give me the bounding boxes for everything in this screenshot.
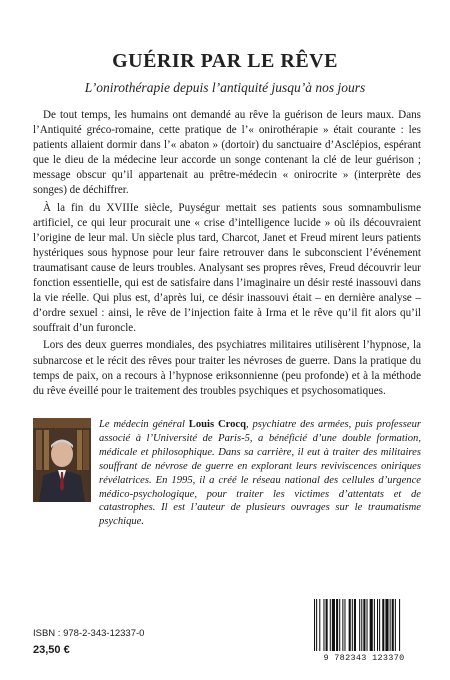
book-title: GUÉRIR PAR LE RÊVE: [112, 50, 338, 72]
price: 23,50 €: [33, 644, 70, 656]
synopsis-paragraph: Lors des deux guerres mondiales, des psychiatres militaires utilisèrent l’hypnose, la subnarcose et le récit des rêves pour traiter les névroses de guerre. Dans la pratique du temps de paix, on a recours à l’hypnose eriksonnienne (peu profonde) et à la méthode du rêve éveillé pour le traitement des troubles psychiques et psychosomatiques.: [33, 339, 421, 397]
bio-lead: Le médecin général: [99, 419, 189, 430]
bio-text: , psychiatre des armées, puis professeur associé à l’Université de Paris-5, a bénéficié d’une double formation, médicale et philosophique. Dans sa carrière, il eut à traiter des militaires souffrant de névrose de guerre en explorant leurs reviviscences oniriques révélatrices. En 1995, il a créé le réseau national des cellules d’urgence médico-psychologique, pour traiter les victimes d’attentats et de catastrophes. Il est l’auteur de plusieurs ouvrages sur le traumatisme psychique.: [99, 419, 421, 528]
barcode-number: 9 782343 123370: [323, 653, 405, 663]
synopsis-paragraph: À la fin du XVIIIe siècle, Puységur mettait ses patients sous somnambulisme artificiel, ce qui leur procurait une « crise d’intelligence lucide » où ils découvraient l’origine de leur mal. Un siècle plus tard, Charcot, Janet et Freud mirent leurs patients hystériques sous hypnose pour leur faire retrouver dans le subconscient l’événement traumatisant cause de leurs troubles. Analysant ses propres rêves, Freud découvrir leur fonction essentielle, qui est de satisfaire dans l’imaginaire un désir resté inassouvi dans la vie réelle. Qui plus est, d’après lui, ce désir inassouvi était – en dernière analyse – d’ordre sexuel : ainsi, le rêve de l’injection faite à Irma et le rêve qu’il fit alors qu’il souffrait d’un furoncle.: [33, 201, 421, 335]
author-name: Louis Crocq: [188, 419, 247, 430]
synopsis: [33, 108, 421, 401]
isbn: ISBN : 978-2-343-12337-0: [33, 628, 145, 639]
barcode: [308, 597, 420, 657]
synopsis-paragraph: De tout temps, les humains ont demandé au rêve la guérison de leurs maux. Dans l’Antiquité gréco-romaine, cette pratique de l’« onirothérapie » était courante : les patients allaient dormir dans l’« abaton » (dortoir) du sanctuaire d’Asclépios, espérant que le dieu de la médecine leur accorde un songe contenant la clé de leur guérison ; message obscur qu’il appartenait au prêtre-médecin « onirocrite » (interprète des songes) de déchiffrer.: [33, 109, 421, 197]
book-subtitle: L’onirothérapie depuis l’antiquité jusqu’à nos jours: [84, 80, 366, 95]
author-bio: [99, 418, 421, 529]
author-photo: [33, 418, 91, 502]
author-bio-section: [33, 418, 421, 538]
